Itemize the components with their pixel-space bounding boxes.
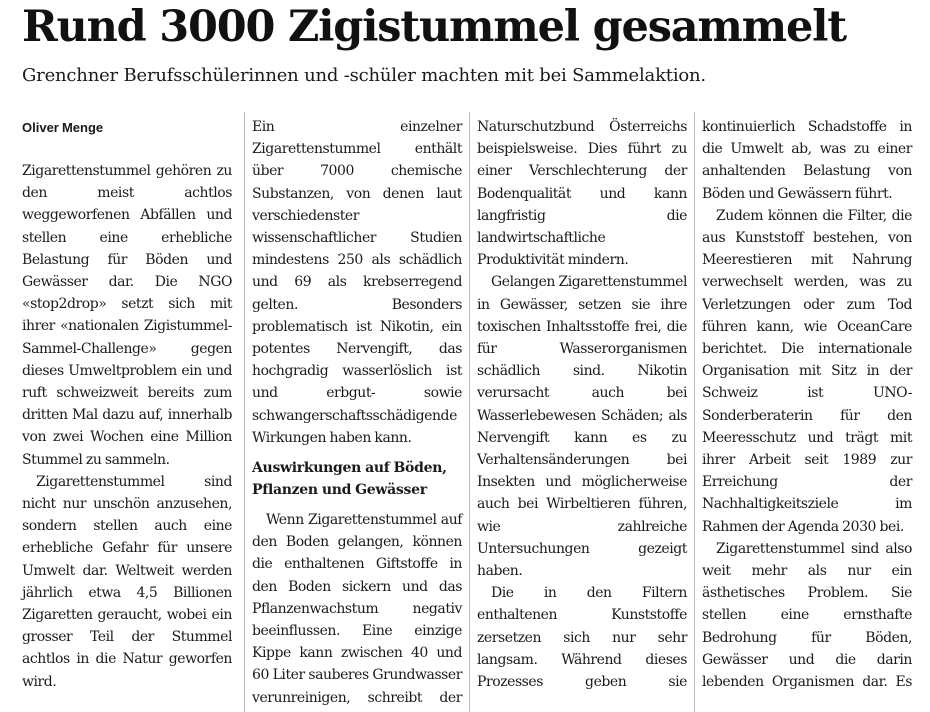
section-heading: Auswirkungen auf Böden, Pflanzen und Gewässer [252, 460, 447, 499]
column-divider [469, 112, 470, 712]
author-byline: Oliver Menge [22, 120, 104, 135]
article-paragraph: Die in den Filtern enthaltenen Kunststoffe zersetzen sich nur sehr langsam. Während dieses Prozesses geben sie [477, 585, 687, 691]
article-paragraph: Zudem können die Filter, die aus Kunststoff bestehen, von Meerestieren mit Nahrung verwechselt werden, was zu Verletzungen oder zum Tod führen kann, wie OceanCare berichtet. Die internationale Organisation mit Sitz in der Schweiz ist UNO-Sonderberaterin für den Meeresschutz und trägt mit ihrer Arbeit seit 1989 zur Erreichung der Nachhaltigkeitsziele im Rahmen der Agenda 2030 bei. [702, 207, 912, 535]
article-paragraph: Wenn Zigarettenstummel auf den Boden gelangen, können die enthaltenen Giftstoffe in den Boden sickern und das Pflanzenwachstum negativ beeinflussen. Eine einzige Kippe kann zwischen 40 und 60 Liter sauberes Grundwasser verunreinigen, schreibt der [252, 512, 462, 706]
headline: Rund 3000 Zigistummel gesammelt [22, 2, 846, 52]
article-paragraph: kontinuierlich Schadstoffe in die Umwelt ab, was zu einer anhaltenden Belastung von Böden und Gewässern führt. [702, 119, 912, 202]
article-column-1 [22, 116, 232, 693]
column-divider [244, 112, 245, 712]
article-paragraph: Zigarettenstummel sind also weit mehr als nur ein ästhetisches Problem. Sie stellen eine ernsthafte Bedrohung für Böden, Gewässer und die darin lebenden Organismen dar. Es [702, 540, 912, 691]
article-column-2 [252, 116, 462, 709]
article-paragraph: Ein einzelner Zigarettenstummel enthält über 7000 chemische Substanzen, von denen laut verschiedenster wissenschaftlicher Studien mindestens 250 als schädlich und 69 als krebserregend gelten. Besonders problematisch ist Nikotin, ein potentes Nervengift, das hochgradig wasserlöslich ist und erbgut- sowie schwangerschaftsschädigende Wirkungen haben kann. [252, 119, 462, 446]
article-paragraph: Naturschutzbund Österreichs beispielsweise. Dies führt zu einer Verschlechterung der Bodenqualität und kann langfristig die landwirtschaftliche Produktivität mindern. [477, 119, 687, 269]
column-divider [694, 112, 695, 712]
article-column-3 [477, 116, 687, 693]
article-column-4 [702, 116, 912, 693]
article-paragraph: Zigarettenstummel sind nicht nur unschön anzusehen, sondern stellen auch eine erhebliche Gefahr für unsere Umwelt dar. Weltweit werden jährlich etwa 4,5 Billionen Zigaretten geraucht, wobei ein grosser Teil der Stummel achtlos in die Natur geworfen wird. [22, 473, 232, 690]
article-paragraph: Zigarettenstummel gehören zu den meist achtlos weggeworfenen Abfällen und stellen eine erhebliche Belastung für Böden und Gewässer dar. Die NGO «stop2drop» setzt sich mit ihrer «nationalen Zigistummel-Sammel-Challenge» gegen dieses Umweltproblem ein und ruft schweizweit bereits zum dritten Mal dazu auf, innerhalb von zwei Wochen eine Million Stummel zu sammeln. [22, 163, 232, 468]
article-paragraph: Gelangen Zigarettenstummel in Gewässer, setzen sie ihre toxischen Inhaltsstoffe frei, die für Wasserorganismen schädlich sind. Nikotin verursacht auch bei Wasserlebewesen Schäden; als Nervengift kann es zu Verhaltensänderungen bei Insekten und möglicherweise auch bei Wirbeltieren führen, wie zahlreiche Untersuchungen gezeigt haben. [477, 274, 688, 580]
subheadline: Grenchner Berufsschülerinnen und -schüler machten mit bei Sammelaktion. [22, 65, 706, 86]
